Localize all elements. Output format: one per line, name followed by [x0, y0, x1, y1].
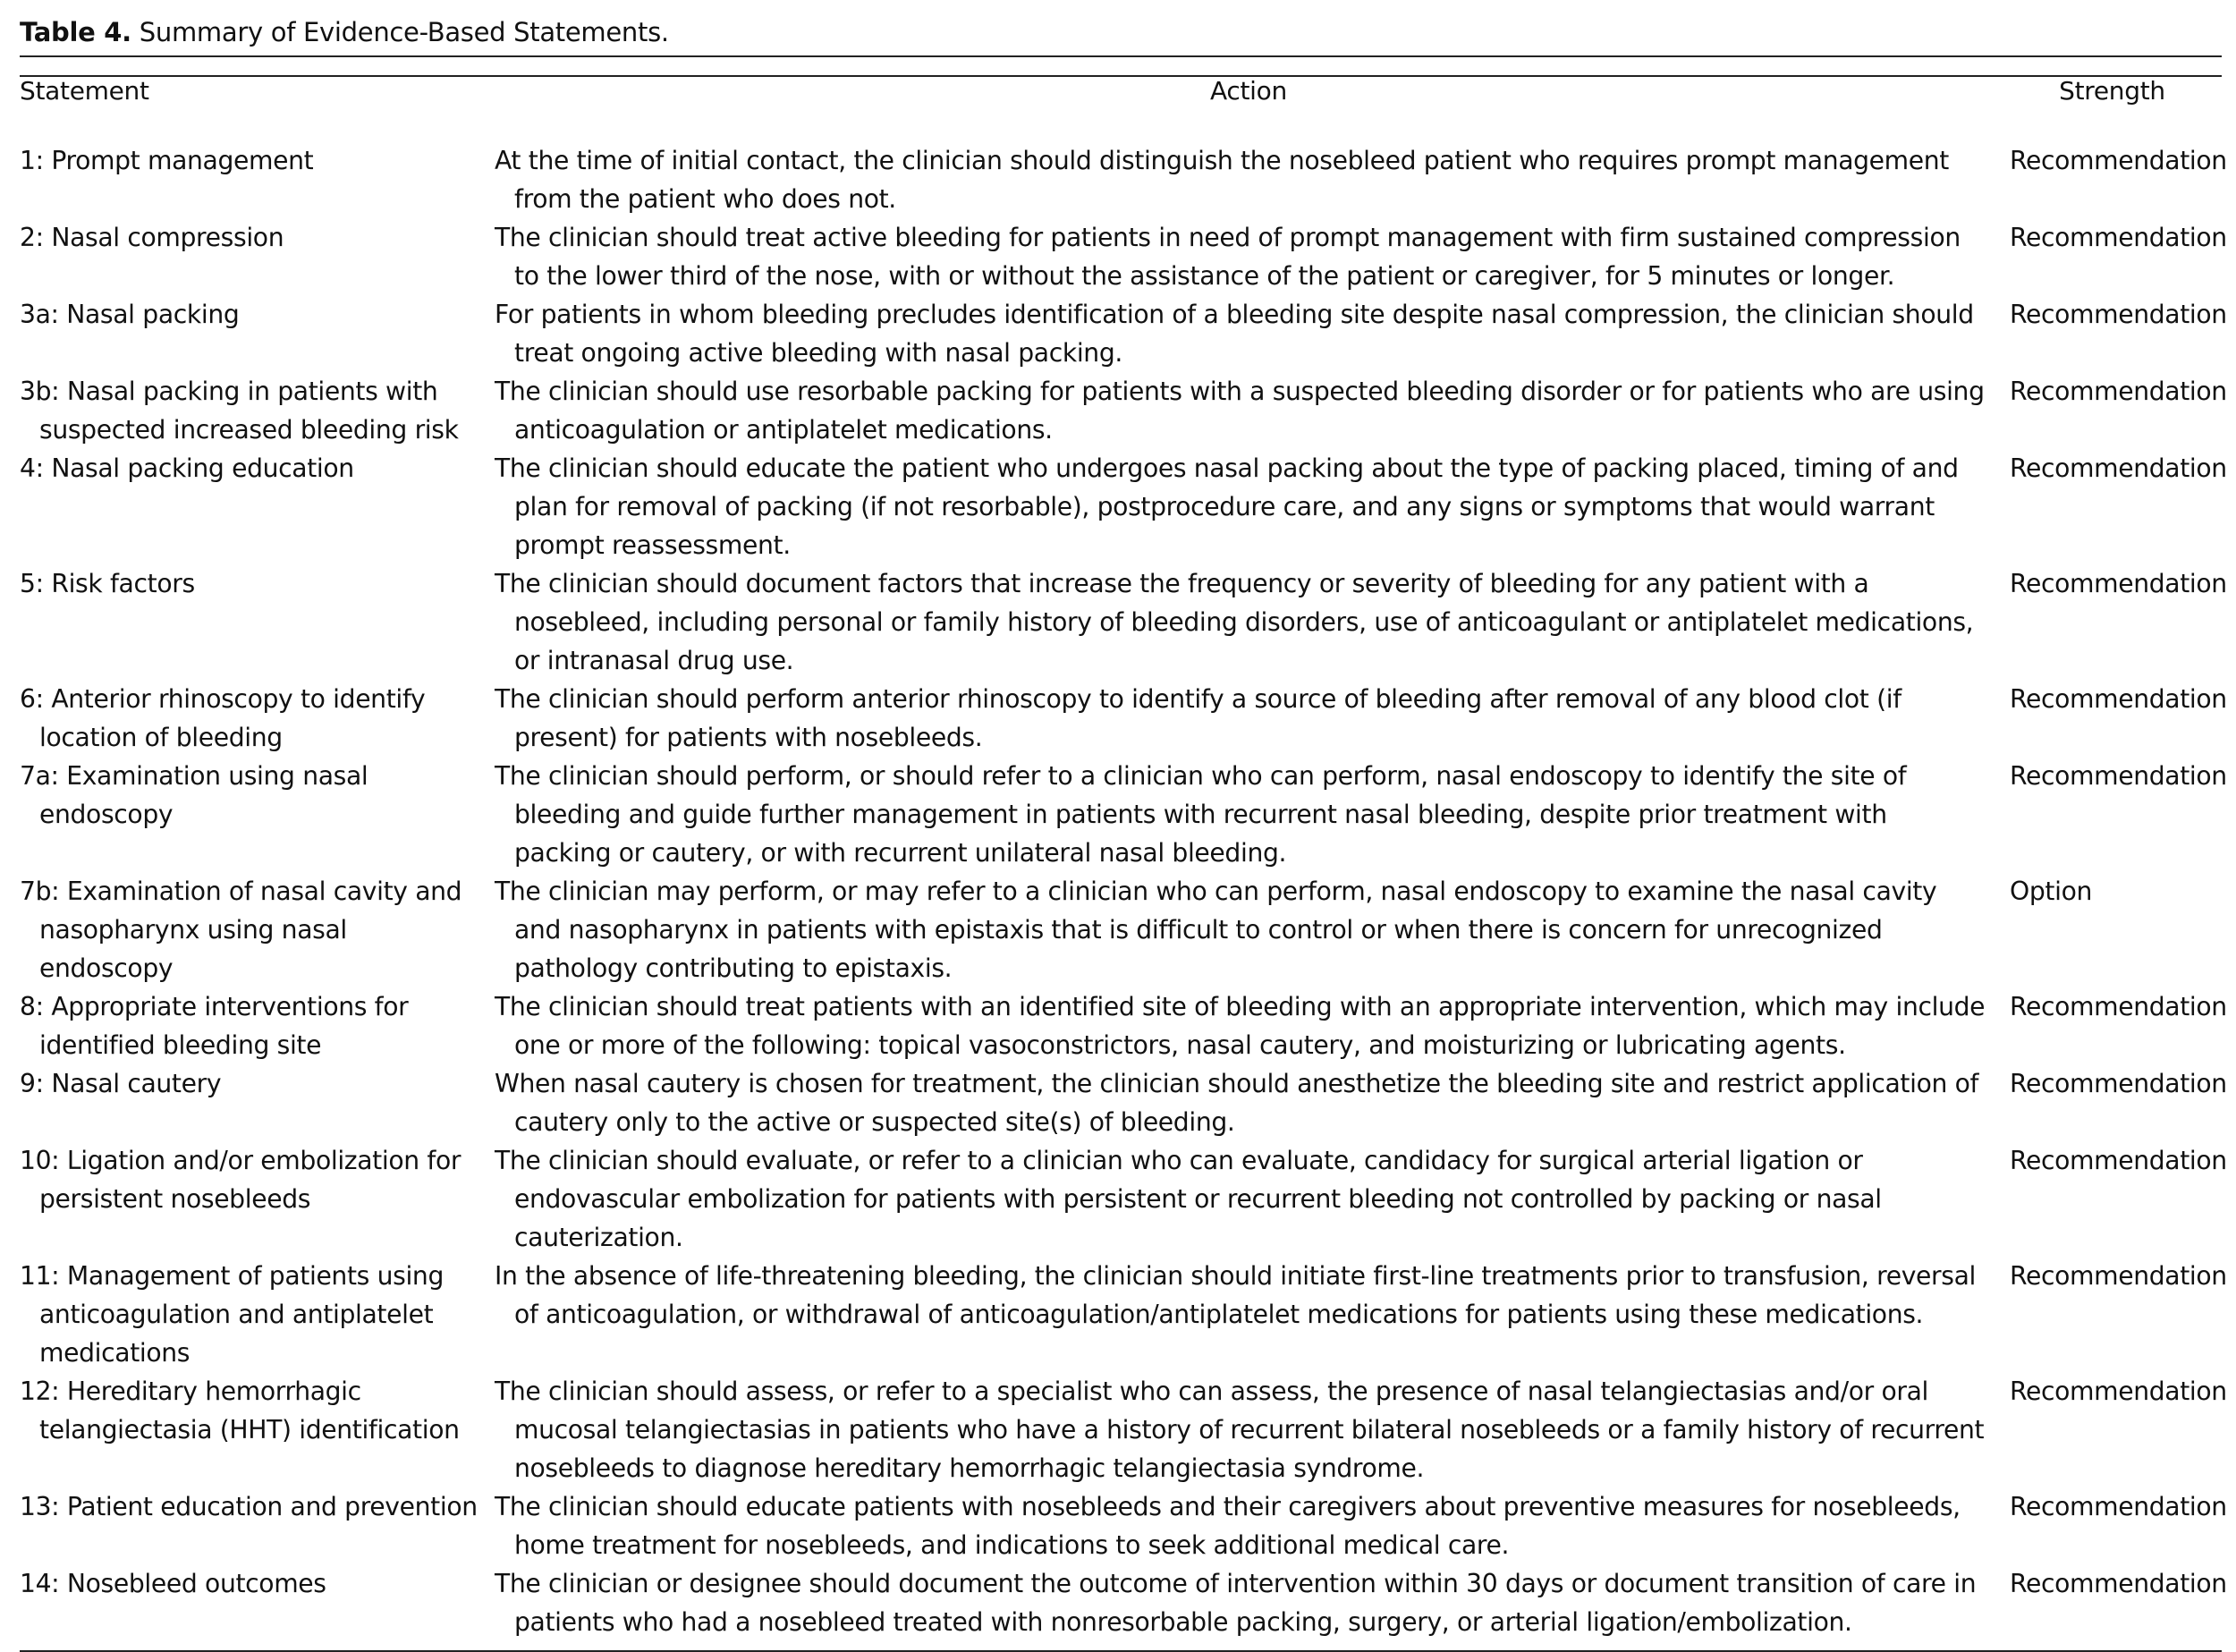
table-row [20, 1372, 2222, 1487]
statement-text: 9: Nasal cautery [20, 1069, 222, 1098]
action-cell [495, 372, 2003, 449]
action-text: At the time of initial contact, the clinician should distinguish the nosebleed patient who requires prompt management from the patient who does not. [495, 146, 1949, 214]
action-cell [495, 564, 2003, 680]
action-cell [495, 757, 2003, 872]
strength-cell: Recommendation [2010, 453, 2227, 483]
action-cell [495, 218, 2003, 295]
action-text: The clinician should perform anterior rhinoscopy to identify a source of bleeding after removal of any blood clot (if present) for patients with nosebleeds. [495, 684, 1901, 752]
action-text: The clinician should use resorbable packing for patients with a suspected bleeding disorder or for patients who are using anticoagulation or antiplatelet medications. [495, 377, 1985, 445]
statement-text: 3b: Nasal packing in patients with suspected increased bleeding risk [20, 377, 459, 445]
action-text: When nasal cautery is chosen for treatment, the clinician should anesthetize the bleeding site and restrict application of cautery only to the active or suspected site(s) of bleeding. [495, 1069, 1979, 1137]
statement-cell [20, 218, 495, 295]
statement-cell [20, 987, 495, 1064]
action-text: The clinician should educate patients with nosebleeds and their caregivers about preventive measures for nosebleeds, home treatment for nosebleeds, and indications to seek additional medical care. [495, 1492, 1961, 1560]
table-caption [20, 9, 2222, 55]
action-text: The clinician should educate the patient who undergoes nasal packing about the type of packing placed, timing of and plan for removal of packing (if not resorbable), postprocedure care, and any signs or symptoms that would warrant prompt reassessment. [495, 453, 1959, 560]
table-row [20, 218, 2222, 295]
table-row [20, 123, 2222, 218]
statement-cell [20, 1064, 495, 1141]
header-strength: Strength [2059, 75, 2165, 106]
strength-cell: Recommendation [2010, 1492, 2227, 1521]
table-row [20, 1564, 2222, 1641]
action-text: The clinician or designee should document the outcome of intervention within 30 days or document transition of care in patients who had a nosebleed treated with nonresorbable packing, surgery, or arterial ligation/embolization. [495, 1569, 1977, 1637]
strength-cell: Recommendation [2010, 146, 2227, 175]
table-row [20, 680, 2222, 757]
statement-cell [20, 680, 495, 757]
strength-cell: Recommendation [2010, 377, 2227, 406]
statement-cell [20, 872, 495, 987]
statement-cell [20, 1257, 495, 1372]
action-cell [495, 1372, 2003, 1487]
statement-text: 3a: Nasal packing [20, 300, 240, 329]
action-cell [495, 987, 2003, 1064]
strength-cell: Recommendation [2010, 761, 2227, 791]
table-row [20, 295, 2222, 372]
action-cell [495, 449, 2003, 564]
table-row [20, 372, 2222, 449]
action-text: The clinician should treat active bleeding for patients in need of prompt management with firm sustained compression to the lower third of the nose, with or without the assistance of the patient or caregiver, for 5 minutes or longer. [495, 223, 1961, 291]
header-row [20, 57, 2222, 123]
statement-cell [20, 1564, 495, 1641]
statement-text: 7b: Examination of nasal cavity and nasopharynx using nasal endoscopy [20, 877, 462, 983]
strength-cell: Recommendation [2010, 569, 2227, 598]
table-title: Summary of Evidence-Based Statements. [139, 17, 669, 47]
strength-cell: Recommendation [2010, 1377, 2227, 1406]
statement-cell [20, 123, 495, 218]
action-cell [495, 872, 2003, 987]
strength-cell: Option [2010, 877, 2092, 906]
action-text: The clinician may perform, or may refer to a clinician who can perform, nasal endoscopy to examine the nasal cavity and nasopharynx in patients with epistaxis that is difficult to control or when there is concern for unrecognized pathology contributing to epistaxis. [495, 877, 1937, 983]
action-cell [495, 680, 2003, 757]
action-text: The clinician should evaluate, or refer to a clinician who can evaluate, candidacy for surgical arterial ligation or endovascular embolization for patients with persistent or recurrent bleeding not controlled by packing or nasal cauterization. [495, 1146, 1882, 1252]
statement-cell [20, 295, 495, 372]
action-cell [495, 1064, 2003, 1141]
statement-text: 13: Patient education and prevention [20, 1492, 478, 1521]
table-row [20, 449, 2222, 564]
statement-text: 14: Nosebleed outcomes [20, 1569, 326, 1598]
statement-text: 5: Risk factors [20, 569, 195, 598]
action-cell [495, 1564, 2003, 1641]
table-row [20, 564, 2222, 680]
statement-text: 11: Management of patients using anticoagulation and antiplatelet medications [20, 1261, 444, 1368]
action-text: The clinician should assess, or refer to a specialist who can assess, the presence of nasal telangiectasias and/or oral mucosal telangiectasias in patients who have a history of recurrent bilateral nosebleeds or a family history of recurrent nosebleeds to diagnose hereditary hemorrhagic telangiectasia syndrome. [495, 1377, 1985, 1483]
evidence-statements-table [20, 57, 2227, 1641]
table-row [20, 872, 2222, 987]
statement-text: 8: Appropriate interventions for identified bleeding site [20, 992, 409, 1060]
strength-cell: Recommendation [2010, 1569, 2227, 1598]
strength-cell: Recommendation [2010, 684, 2227, 714]
action-cell [495, 295, 2003, 372]
statement-text: 1: Prompt management [20, 146, 314, 175]
statement-text: 12: Hereditary hemorrhagic telangiectasia (HHT) identification [20, 1377, 460, 1444]
table-row [20, 1141, 2222, 1257]
table-row [20, 757, 2222, 872]
statement-text: 7a: Examination using nasal endoscopy [20, 761, 368, 829]
action-text: For patients in whom bleeding precludes identification of a bleeding site despite nasal compression, the clinician should treat ongoing active bleeding with nasal packing. [495, 300, 1974, 368]
statement-cell [20, 1372, 495, 1487]
statement-cell [20, 449, 495, 564]
action-cell [495, 1257, 2003, 1372]
table-label: Table 4. [20, 17, 131, 47]
strength-cell: Recommendation [2010, 1069, 2227, 1098]
header-rule [20, 75, 2222, 77]
statement-text: 2: Nasal compression [20, 223, 284, 252]
statement-cell [20, 1487, 495, 1564]
statement-cell [20, 757, 495, 872]
table-row [20, 1257, 2222, 1372]
strength-cell: Recommendation [2010, 1261, 2227, 1291]
table-container [20, 9, 2227, 1652]
action-cell [495, 123, 2003, 218]
strength-cell: Recommendation [2010, 223, 2227, 252]
statement-text: 10: Ligation and/or embolization for persistent nosebleeds [20, 1146, 462, 1214]
action-cell [495, 1141, 2003, 1257]
table-row [20, 987, 2222, 1064]
statement-text: 6: Anterior rhinoscopy to identify location of bleeding [20, 684, 426, 752]
strength-cell: Recommendation [2010, 300, 2227, 329]
table-row [20, 1487, 2222, 1564]
statement-cell [20, 564, 495, 680]
action-text: In the absence of life-threatening bleeding, the clinician should initiate first-line treatments prior to transfusion, reversal of anticoagulation, or withdrawal of anticoagulation/antiplatelet medications for patients using these medications. [495, 1261, 1977, 1329]
table-row [20, 1064, 2222, 1141]
statement-cell [20, 1141, 495, 1257]
action-text: The clinician should perform, or should refer to a clinician who can perform, nasal endoscopy to identify the site of bleeding and guide further management in patients with recurrent nasal bleeding, despite prior treatment with packing or cautery, or with recurrent unilateral nasal bleeding. [495, 761, 1907, 868]
strength-cell: Recommendation [2010, 1146, 2227, 1175]
header-statement: Statement [20, 75, 149, 106]
action-text: The clinician should treat patients with an identified site of bleeding with an appropriate intervention, which may include one or more of the following: topical vasoconstrictors, nasal cautery, and moisturizing or lubricating agents. [495, 992, 1986, 1060]
header-action: Action [1210, 75, 1287, 106]
action-text: The clinician should document factors that increase the frequency or severity of bleeding for any patient with a nosebleed, including personal or family history of bleeding disorders, use of anticoagulant or antiplatelet medications, or intranasal drug use. [495, 569, 1974, 675]
action-cell [495, 1487, 2003, 1564]
statement-cell [20, 372, 495, 449]
statement-text: 4: Nasal packing education [20, 453, 354, 483]
strength-cell: Recommendation [2010, 992, 2227, 1021]
table-body [20, 123, 2227, 1641]
